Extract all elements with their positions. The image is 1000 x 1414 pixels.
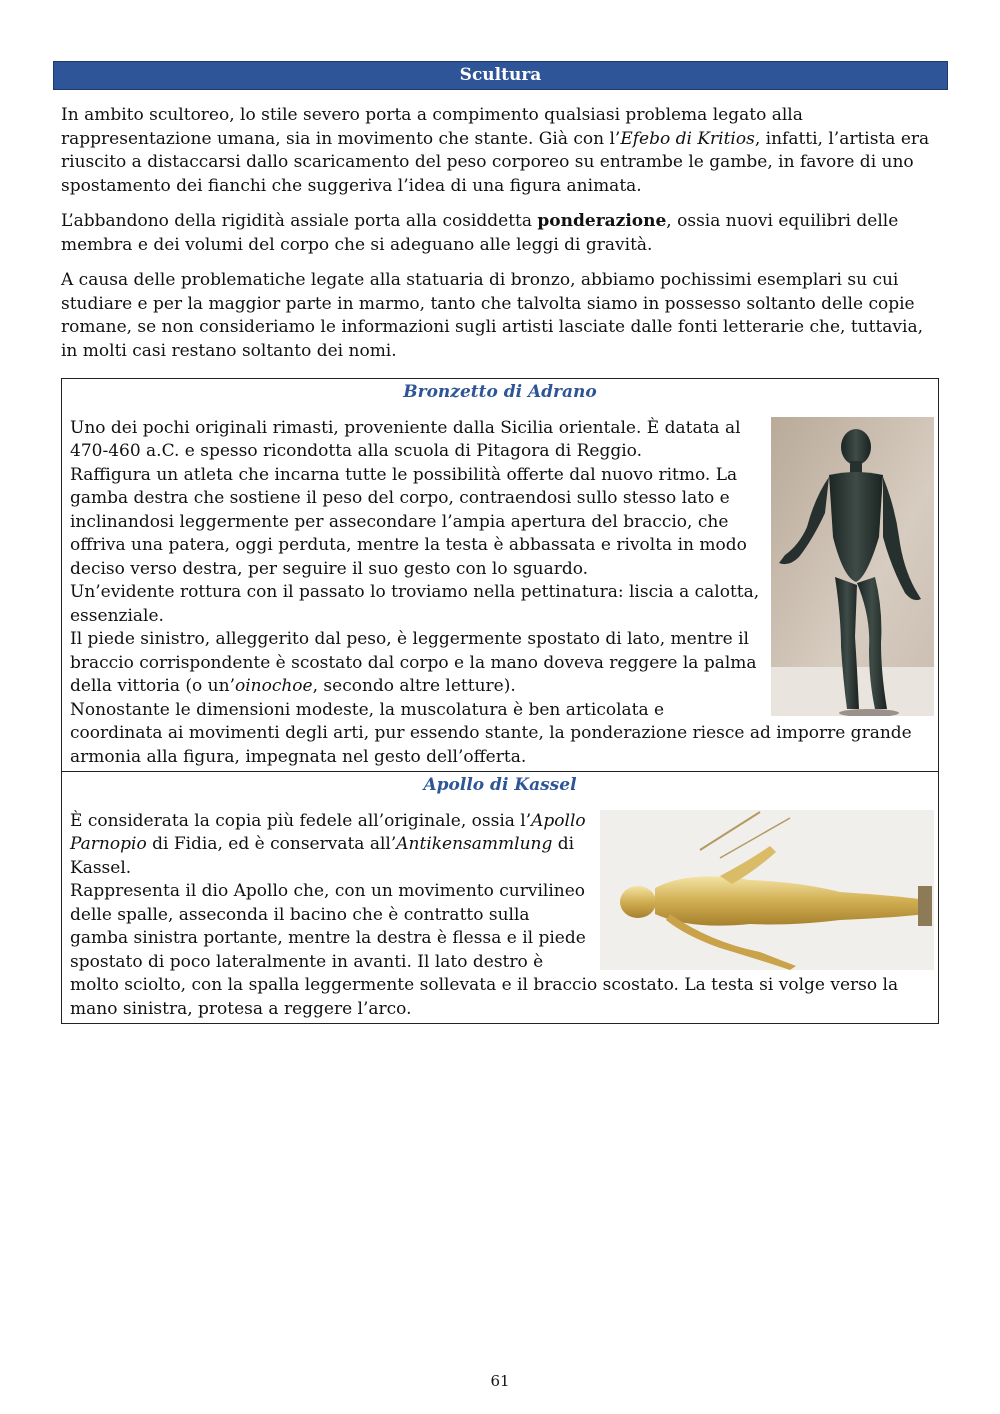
kassel-text-2: Rappresenta il dio Apollo che, con un movimento curvilineo delle spalle, asseconda il bacino che è contratto sulla gamba sinistra portante, mentre la destra è flessa e il piede spostato di poco lateralmente in avanti. Il lato destro è molto sciolto, con la spalla leggermente sollevata e il braccio scostato. La testa si volge verso la mano sinistra, protesa a reggere l’arco. — [70, 881, 899, 1019]
kassel-image — [600, 810, 934, 970]
kassel-text-1c: di Kassel. — [70, 834, 575, 878]
kassel-box — [62, 771, 938, 1023]
intro-paragraph-1 — [61, 104, 941, 198]
intro-paragraph-3: A causa delle problematiche legate alla statuaria di bronzo, abbiamo pochissimi esemplari su cui studiare e per la maggior parte in marmo, tanto che talvolta siamo in possesso soltanto delle copie romane, se non consideriamo le informazioni sugli artisti lasciate dalle fonti letterarie che, tuttavia, in molti casi restano soltanto dei nomi. — [61, 270, 923, 361]
adrano-box — [62, 379, 938, 771]
adrano-text-4b: , secondo altre letture). — [312, 676, 516, 696]
bronze-statue-picture — [771, 417, 934, 716]
gold-statue-picture — [600, 810, 934, 970]
intro-p2-text-b: , ossia nuovi equilibri delle membra e dei volumi del corpo che si adeguano alle leggi di gravità. — [61, 211, 899, 255]
intro-p1-text-b: , infatti, l’artista era riuscito a distaccarsi dallo scaricamento del peso corporeo su entrambe le gambe, in favore di uno spostamento dei fianchi che suggeriva l’idea di una figura animata. — [61, 128, 930, 196]
intro-p1-text-a: In ambito scultoreo, lo stile severo porta a compimento qualsiasi problema legato alla rappresentazione umana, sia in movimento che stante. Già con l’ — [61, 105, 803, 149]
artworks-table — [61, 378, 939, 1024]
kassel-title: Apollo di Kassel — [423, 775, 577, 795]
kassel-text-1b: di Fidia, ed è conservata all’ — [146, 834, 397, 854]
page-number: 61 — [490, 1372, 510, 1390]
adrano-text-5: Nonostante le dimensioni modeste, la muscolatura è ben articolata e coordinata ai movimenti degli arti, pur essendo stante, la ponderazione riesce ad imporre grande armonia alla figura, impegnata nel gesto dell’offerta. — [70, 699, 912, 767]
adrano-text-2: Raffigura un atleta che incarna tutte le possibilità offerte dal nuovo ritmo. La gamba destra che sostiene il peso del corpo, contraendosi sullo stesso lato e inclinandosi leggermente per assecondare l’ampia apertura del braccio, che offriva una patera, oggi perduta, mentre la testa è abbassata e rivolta in modo deciso verso destra, per seguire il suo gesto con lo sguardo. — [70, 464, 747, 579]
adrano-text-4-italic: oinochoe — [234, 676, 313, 696]
adrano-title: Bronzetto di Adrano — [403, 382, 597, 402]
intro-paragraph-2 — [61, 210, 941, 257]
adrano-text-1: Uno dei pochi originali rimasti, proveniente dalla Sicilia orientale. È datata al 470-460 a.C. e spesso ricondotta alla scuola di Pitagora di Reggio. — [70, 417, 741, 461]
intro-p1-italic: Efebo di Kritios — [620, 128, 755, 149]
adrano-image — [771, 417, 934, 716]
section-banner — [53, 61, 948, 90]
intro-text — [61, 104, 941, 375]
adrano-text-3: Un’evidente rottura con il passato lo troviamo nella pettinatura: liscia a calotta, essenziale. — [70, 582, 760, 626]
kassel-text-1a: È considerata la copia più fedele all’originale, ossia l’ — [70, 810, 532, 831]
section-title: Scultura — [459, 65, 542, 85]
kassel-text-1-italic-1: Apollo Parnopio — [70, 810, 586, 854]
adrano-text-4a: Il piede sinistro, alleggerito dal peso, è leggermente spostato di lato, mentre il braccio corrispondente è scostato dal corpo e la mano doveva reggere la palma della vittoria (o un’ — [70, 629, 757, 696]
intro-p2-text-a: L’abbandono della rigidità assiale porta alla cosiddetta — [61, 211, 538, 231]
intro-p2-bold: ponderazione — [537, 211, 667, 231]
kassel-text-1-italic-2: Antikensammlung — [396, 834, 553, 854]
